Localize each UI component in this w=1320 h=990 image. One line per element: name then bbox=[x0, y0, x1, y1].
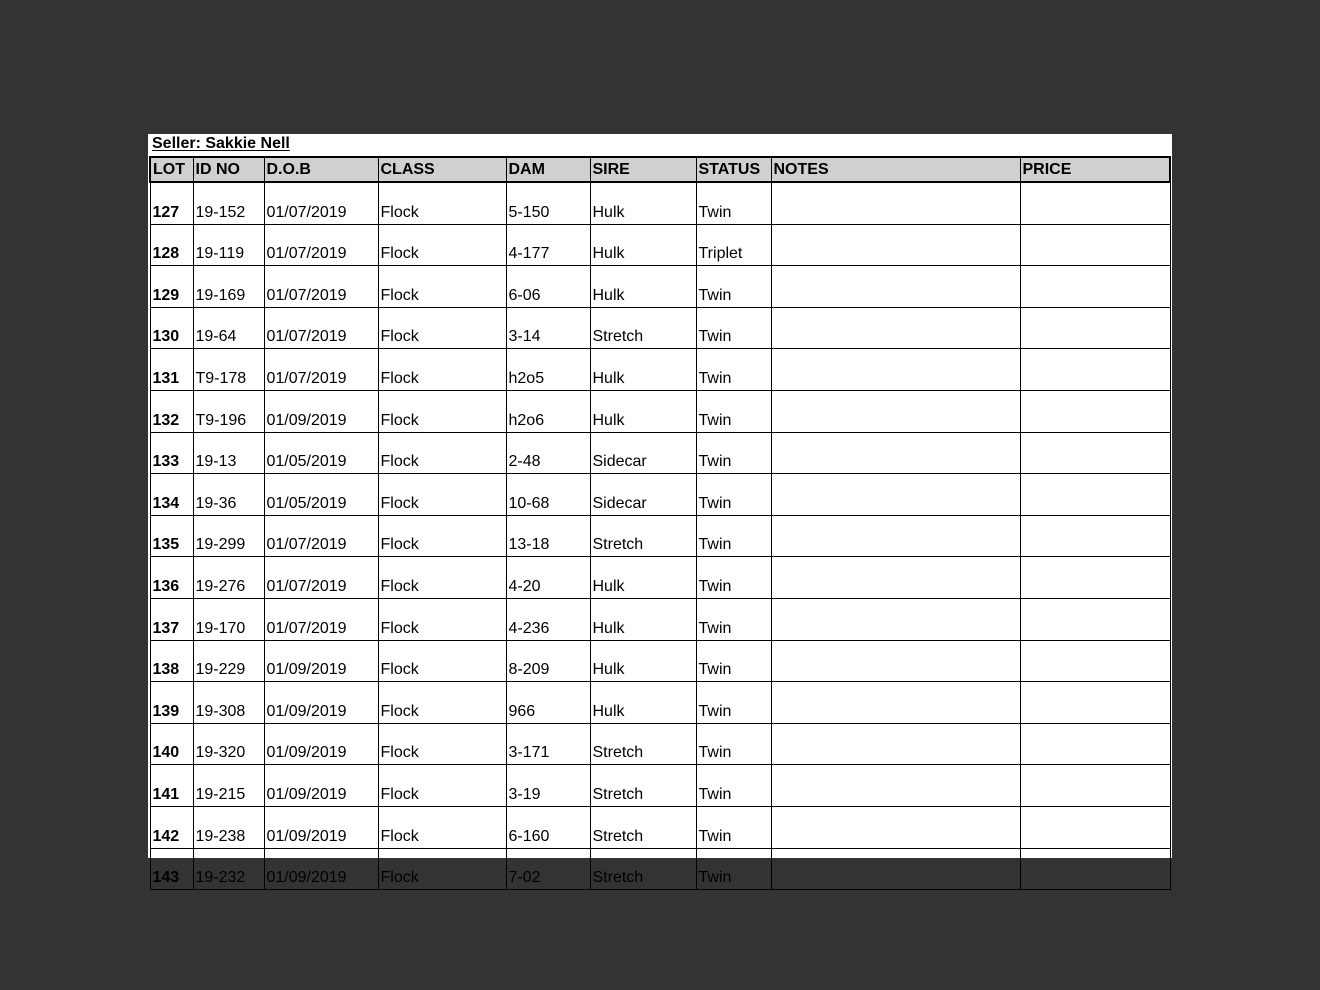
id-no-cell: 19-238 bbox=[193, 806, 264, 848]
id-no-cell: 19-152 bbox=[193, 182, 264, 224]
price-cell bbox=[1020, 640, 1170, 682]
status-cell: Twin bbox=[696, 848, 771, 890]
notes-cell bbox=[771, 224, 1020, 266]
table-row bbox=[150, 390, 1170, 432]
table-row bbox=[150, 224, 1170, 266]
sire-cell: Stretch bbox=[590, 848, 696, 890]
seller-heading: Seller: Sakkie Nell bbox=[152, 135, 290, 152]
id-no-cell: 19-36 bbox=[193, 474, 264, 516]
table-row bbox=[150, 765, 1170, 807]
price-cell bbox=[1020, 474, 1170, 516]
header-row bbox=[150, 157, 1170, 182]
dam-cell: 3-19 bbox=[506, 765, 590, 807]
sire-cell: Hulk bbox=[590, 390, 696, 432]
column-header-notes: NOTES bbox=[771, 157, 1020, 182]
sire-cell: Hulk bbox=[590, 598, 696, 640]
status-cell: Twin bbox=[696, 349, 771, 391]
dob-cell: 01/09/2019 bbox=[264, 848, 378, 890]
status-cell: Twin bbox=[696, 390, 771, 432]
class-cell: Flock bbox=[378, 224, 506, 266]
dam-cell: 7-02 bbox=[506, 848, 590, 890]
dam-cell: h2o6 bbox=[506, 390, 590, 432]
notes-cell bbox=[771, 474, 1020, 516]
status-cell: Twin bbox=[696, 723, 771, 765]
table-body bbox=[150, 182, 1170, 890]
lot-table bbox=[149, 156, 1171, 890]
class-cell: Flock bbox=[378, 474, 506, 516]
column-header-sire: SIRE bbox=[590, 157, 696, 182]
dam-cell: 966 bbox=[506, 682, 590, 724]
lot-cell: 134 bbox=[150, 474, 193, 516]
status-cell: Twin bbox=[696, 557, 771, 599]
lot-cell: 140 bbox=[150, 723, 193, 765]
class-cell: Flock bbox=[378, 848, 506, 890]
notes-cell bbox=[771, 307, 1020, 349]
class-cell: Flock bbox=[378, 557, 506, 599]
price-cell bbox=[1020, 307, 1170, 349]
lot-cell: 130 bbox=[150, 307, 193, 349]
lot-cell: 127 bbox=[150, 182, 193, 224]
table-row bbox=[150, 723, 1170, 765]
lot-cell: 128 bbox=[150, 224, 193, 266]
id-no-cell: 19-299 bbox=[193, 515, 264, 557]
lot-cell: 133 bbox=[150, 432, 193, 474]
table-row bbox=[150, 266, 1170, 308]
dob-cell: 01/07/2019 bbox=[264, 598, 378, 640]
lot-cell: 136 bbox=[150, 557, 193, 599]
class-cell: Flock bbox=[378, 806, 506, 848]
id-no-cell: 19-170 bbox=[193, 598, 264, 640]
sire-cell: Stretch bbox=[590, 806, 696, 848]
id-no-cell: 19-308 bbox=[193, 682, 264, 724]
status-cell: Twin bbox=[696, 474, 771, 516]
price-cell bbox=[1020, 515, 1170, 557]
sire-cell: Hulk bbox=[590, 640, 696, 682]
notes-cell bbox=[771, 349, 1020, 391]
notes-cell bbox=[771, 640, 1020, 682]
dam-cell: 13-18 bbox=[506, 515, 590, 557]
notes-cell bbox=[771, 848, 1020, 890]
status-cell: Twin bbox=[696, 682, 771, 724]
price-cell bbox=[1020, 598, 1170, 640]
lot-cell: 143 bbox=[150, 848, 193, 890]
lot-cell: 137 bbox=[150, 598, 193, 640]
price-cell bbox=[1020, 224, 1170, 266]
column-header-price: PRICE bbox=[1020, 157, 1170, 182]
sire-cell: Stretch bbox=[590, 723, 696, 765]
document-sheet bbox=[148, 134, 1172, 887]
price-cell bbox=[1020, 390, 1170, 432]
table-row bbox=[150, 474, 1170, 516]
id-no-cell: 19-169 bbox=[193, 266, 264, 308]
dob-cell: 01/09/2019 bbox=[264, 640, 378, 682]
notes-cell bbox=[771, 182, 1020, 224]
price-cell bbox=[1020, 432, 1170, 474]
table-row bbox=[150, 432, 1170, 474]
class-cell: Flock bbox=[378, 515, 506, 557]
class-cell: Flock bbox=[378, 307, 506, 349]
sire-cell: Hulk bbox=[590, 266, 696, 308]
table-row bbox=[150, 682, 1170, 724]
dam-cell: 4-236 bbox=[506, 598, 590, 640]
dob-cell: 01/07/2019 bbox=[264, 307, 378, 349]
table-header bbox=[150, 157, 1170, 182]
status-cell: Twin bbox=[696, 806, 771, 848]
status-cell: Twin bbox=[696, 765, 771, 807]
notes-cell bbox=[771, 432, 1020, 474]
price-cell bbox=[1020, 557, 1170, 599]
id-no-cell: 19-13 bbox=[193, 432, 264, 474]
lot-cell: 129 bbox=[150, 266, 193, 308]
id-no-cell: 19-215 bbox=[193, 765, 264, 807]
dam-cell: 10-68 bbox=[506, 474, 590, 516]
dob-cell: 01/09/2019 bbox=[264, 765, 378, 807]
class-cell: Flock bbox=[378, 765, 506, 807]
notes-cell bbox=[771, 806, 1020, 848]
lot-cell: 135 bbox=[150, 515, 193, 557]
id-no-cell: 19-64 bbox=[193, 307, 264, 349]
status-cell: Twin bbox=[696, 432, 771, 474]
dam-cell: 2-48 bbox=[506, 432, 590, 474]
notes-cell bbox=[771, 515, 1020, 557]
table-row bbox=[150, 349, 1170, 391]
table-row bbox=[150, 182, 1170, 224]
dob-cell: 01/07/2019 bbox=[264, 349, 378, 391]
sire-cell: Hulk bbox=[590, 349, 696, 391]
dam-cell: h2o5 bbox=[506, 349, 590, 391]
lot-cell: 138 bbox=[150, 640, 193, 682]
column-header-dam: DAM bbox=[506, 157, 590, 182]
id-no-cell: 19-229 bbox=[193, 640, 264, 682]
status-cell: Twin bbox=[696, 640, 771, 682]
price-cell bbox=[1020, 266, 1170, 308]
id-no-cell: T9-196 bbox=[193, 390, 264, 432]
dob-cell: 01/09/2019 bbox=[264, 723, 378, 765]
price-cell bbox=[1020, 723, 1170, 765]
sire-cell: Stretch bbox=[590, 307, 696, 349]
column-header-status: STATUS bbox=[696, 157, 771, 182]
table-row bbox=[150, 515, 1170, 557]
notes-cell bbox=[771, 266, 1020, 308]
price-cell bbox=[1020, 806, 1170, 848]
class-cell: Flock bbox=[378, 432, 506, 474]
dam-cell: 6-06 bbox=[506, 266, 590, 308]
notes-cell bbox=[771, 390, 1020, 432]
dob-cell: 01/09/2019 bbox=[264, 682, 378, 724]
table-row bbox=[150, 640, 1170, 682]
status-cell: Triplet bbox=[696, 224, 771, 266]
lot-cell: 131 bbox=[150, 349, 193, 391]
dam-cell: 3-171 bbox=[506, 723, 590, 765]
class-cell: Flock bbox=[378, 640, 506, 682]
notes-cell bbox=[771, 557, 1020, 599]
class-cell: Flock bbox=[378, 266, 506, 308]
notes-cell bbox=[771, 682, 1020, 724]
sire-cell: Sidecar bbox=[590, 432, 696, 474]
class-cell: Flock bbox=[378, 390, 506, 432]
dam-cell: 5-150 bbox=[506, 182, 590, 224]
notes-cell bbox=[771, 765, 1020, 807]
column-header-lot: LOT bbox=[150, 157, 193, 182]
id-no-cell: 19-320 bbox=[193, 723, 264, 765]
sire-cell: Hulk bbox=[590, 224, 696, 266]
class-cell: Flock bbox=[378, 182, 506, 224]
dam-cell: 4-177 bbox=[506, 224, 590, 266]
lot-cell: 142 bbox=[150, 806, 193, 848]
price-cell bbox=[1020, 848, 1170, 890]
column-header-class: CLASS bbox=[378, 157, 506, 182]
dam-cell: 3-14 bbox=[506, 307, 590, 349]
table-row bbox=[150, 557, 1170, 599]
lot-cell: 139 bbox=[150, 682, 193, 724]
notes-cell bbox=[771, 598, 1020, 640]
class-cell: Flock bbox=[378, 349, 506, 391]
class-cell: Flock bbox=[378, 723, 506, 765]
lot-cell: 141 bbox=[150, 765, 193, 807]
dob-cell: 01/07/2019 bbox=[264, 182, 378, 224]
lot-cell: 132 bbox=[150, 390, 193, 432]
sire-cell: Stretch bbox=[590, 765, 696, 807]
dob-cell: 01/05/2019 bbox=[264, 432, 378, 474]
sire-cell: Sidecar bbox=[590, 474, 696, 516]
status-cell: Twin bbox=[696, 266, 771, 308]
class-cell: Flock bbox=[378, 598, 506, 640]
dob-cell: 01/09/2019 bbox=[264, 390, 378, 432]
id-no-cell: 19-119 bbox=[193, 224, 264, 266]
id-no-cell: 19-232 bbox=[193, 848, 264, 890]
dam-cell: 4-20 bbox=[506, 557, 590, 599]
sire-cell: Hulk bbox=[590, 682, 696, 724]
dob-cell: 01/07/2019 bbox=[264, 224, 378, 266]
column-header-id-no: ID NO bbox=[193, 157, 264, 182]
class-cell: Flock bbox=[378, 682, 506, 724]
dob-cell: 01/09/2019 bbox=[264, 806, 378, 848]
table-row bbox=[150, 848, 1170, 890]
notes-cell bbox=[771, 723, 1020, 765]
table-row bbox=[150, 806, 1170, 848]
status-cell: Twin bbox=[696, 598, 771, 640]
id-no-cell: 19-276 bbox=[193, 557, 264, 599]
dam-cell: 6-160 bbox=[506, 806, 590, 848]
status-cell: Twin bbox=[696, 515, 771, 557]
price-cell bbox=[1020, 682, 1170, 724]
table-row bbox=[150, 307, 1170, 349]
id-no-cell: T9-178 bbox=[193, 349, 264, 391]
dob-cell: 01/07/2019 bbox=[264, 557, 378, 599]
sire-cell: Hulk bbox=[590, 557, 696, 599]
dob-cell: 01/07/2019 bbox=[264, 515, 378, 557]
dam-cell: 8-209 bbox=[506, 640, 590, 682]
column-header-dob: D.O.B bbox=[264, 157, 378, 182]
status-cell: Twin bbox=[696, 182, 771, 224]
dob-cell: 01/07/2019 bbox=[264, 266, 378, 308]
sire-cell: Stretch bbox=[590, 515, 696, 557]
sire-cell: Hulk bbox=[590, 182, 696, 224]
dob-cell: 01/05/2019 bbox=[264, 474, 378, 516]
price-cell bbox=[1020, 182, 1170, 224]
price-cell bbox=[1020, 349, 1170, 391]
status-cell: Twin bbox=[696, 307, 771, 349]
price-cell bbox=[1020, 765, 1170, 807]
table-row bbox=[150, 598, 1170, 640]
